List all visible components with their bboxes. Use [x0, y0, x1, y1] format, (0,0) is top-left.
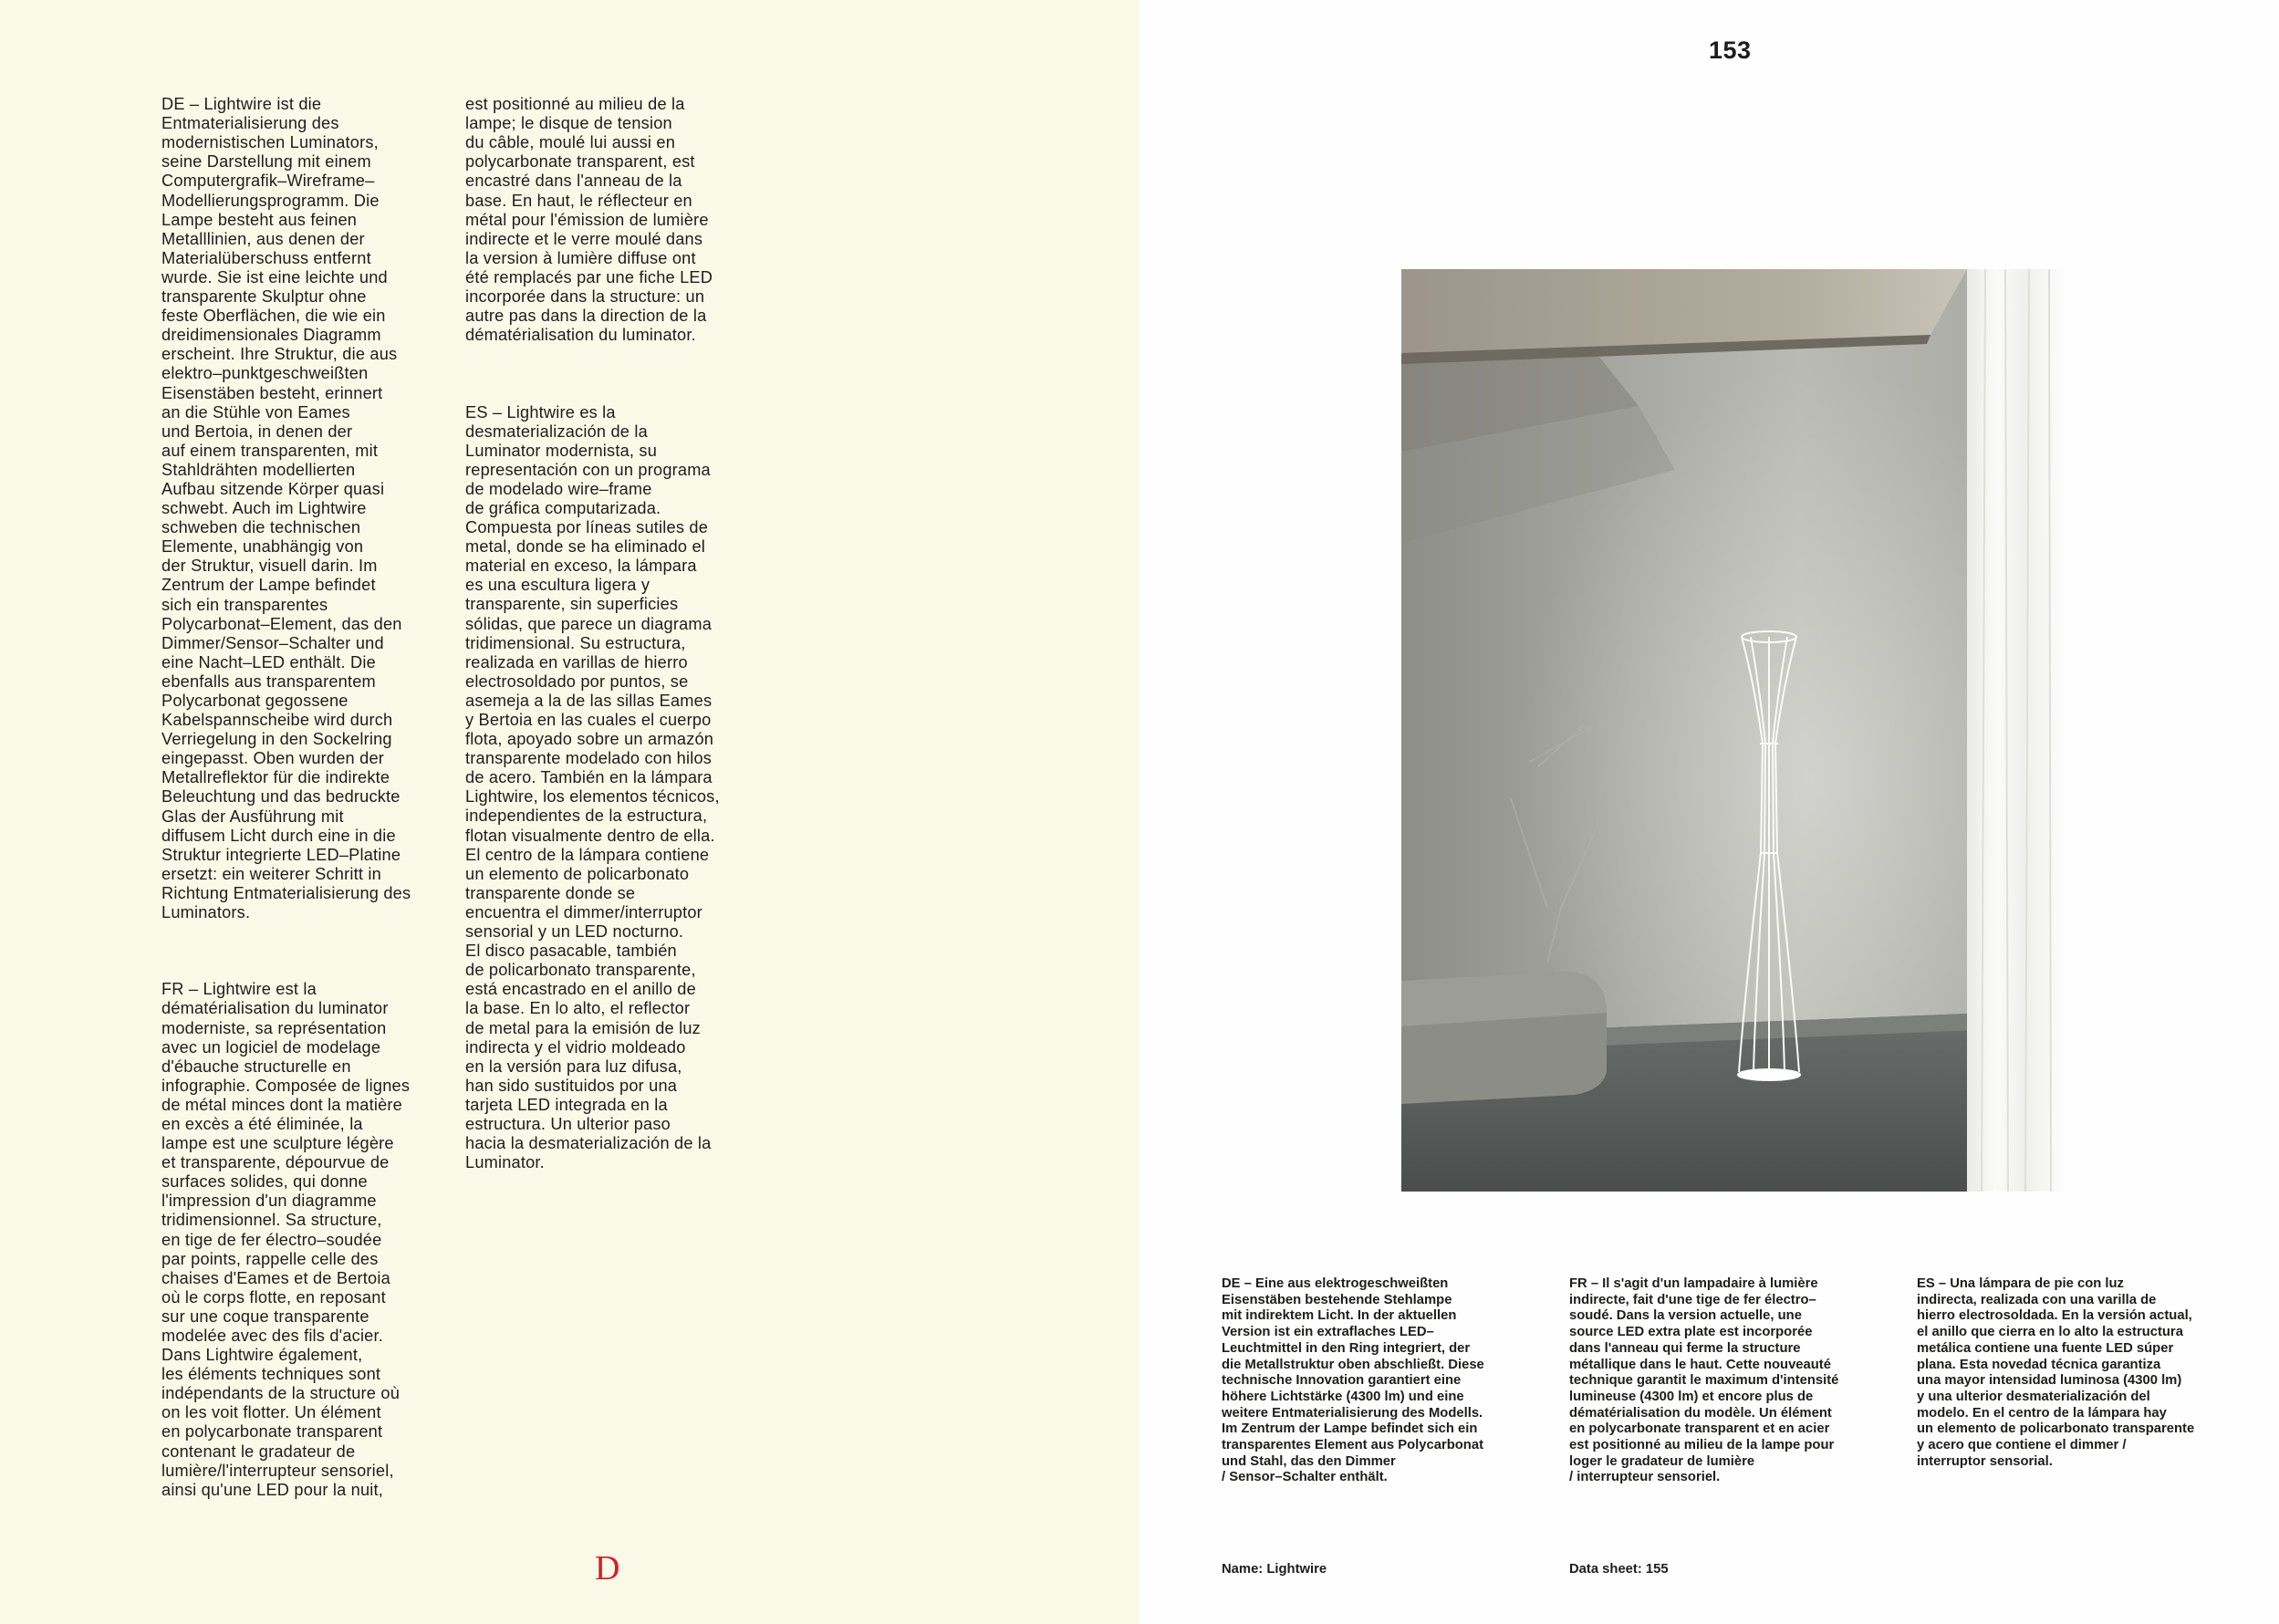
text-column-1 — [161, 76, 453, 1519]
caption-es: ES – Una lámpara de pie con luz indirecta, realizada con una varilla de hierro electrosoldada. En la versión actual, el anillo que cierra en lo alto la estructura metálica contiene una fuente LED súper plana. Esta novedad técnica garantiza una mayor intensidad luminosa (4300 lm) y una ulterior desmaterialización del modelo. En el centro de la lámpara hay un elemento de policarbonato transparente y acero que contiene el dimmer / interruptor sensorial. — [1917, 1276, 2195, 1469]
caption-fr: FR – Il s'agit d'un lampadaire à lumière indirecte, fait d'une tige de fer électro– soudé. Dans la version actuelle, une source LED extra plate est incorporée dans l'anneau qui ferme la structure métallique dans le haut. Cette nouveauté technique garantit le maximum d'intensité lumineuse (4300 lm) et encore plus de dématérialisation du modèle. Un élément en polycarbonate transparent et en acier est positionné au milieu de la lampe pour loger le gradateur de lumière / interrupteur sensoriel. — [1569, 1276, 1839, 1485]
page-number: 153 — [1709, 36, 1752, 64]
publisher-monogram: D — [595, 1549, 620, 1588]
product-name: Name: Lightwire — [1222, 1562, 1327, 1577]
text-column-2 — [465, 76, 766, 1192]
fr-paragraph: FR – Lightwire est la dématérialisation du luminator moderniste, sa représentation avec un logiciel de modelage d'ébauche structurelle en infographie. Composée de lignes de métal minces dont la matière en excès a été éliminée, la lampe est une sculpture légère et transparente, dépourvue de surfaces solides, qui donne l'impression d'un diagramme tridimensionnel. Sa structure, en tige de fer électro–soudée par points, rappelle celle des chaises d'Eames et de Bertoia où le corps flotte, en reposant sur une coque transparente modelée avec des fils d'acier. Dans Lightwire également, les éléments techniques sont indépendants de la structure où on les voit flotter. Un élément en polycarbonate transparent contenant le gradateur de lumière/l'interrupteur sensoriel, ainsi qu'une LED pour la nuit, — [161, 980, 411, 1499]
lightwire-lamp-photo — [1401, 269, 2064, 1192]
fr-paragraph-continued: est positionné au milieu de la lampe; le disque de tension du câble, moulé lui aussi en polycarbonate transparent, est encastré dans l'anneau de la base. En haut, le réflecteur en métal pour l'émission de lumière indirecte et le verre moulé dans la version à lumière diffuse ont été remplacés par une fiche LED incorporée dans la structure: un autre pas dans la direction de la dématérialisation du luminator. — [465, 95, 713, 345]
de-paragraph: DE – Lightwire ist die Entmaterialisierung des modernistischen Luminators, seine Darstellung mit einem Computergrafik–Wireframe– Modellierungsprogramm. Die Lampe besteht aus feinen Metalllinien, aus denen der Materialüberschuss entfernt wurde. Sie ist eine leichte und transparente Skulptur ohne feste Oberflächen, die wie ein dreidimensionales Diagramm erscheint. Ihre Struktur, die aus elektro–punktgeschweißten Eisenstäben besteht, erinnert an die Stühle von Eames und Bertoia, in denen der auf einem transparenten, mit Stahldrähten modellierten Aufbau sitzende Körper quasi schwebt. Auch im Lightwire schweben die technischen Elemente, unabhängig von der Struktur, visuell darin. Im Zentrum der Lampe befindet sich ein transparentes Polycarbonat–Element, das den Dimmer/Sensor–Schalter und eine Nacht–LED enthält. Die ebenfalls aus transparentem Polycarbonat gegossene Kabelspannscheibe wird durch Verriegelung in den Sockelring eingepasst. Oben wurden der Metallreflektor für die indirekte Beleuchtung und das bedruckte Glas der Ausführung mit diffusem Licht durch eine in die Struktur integrierte LED–Platine ersetzt: ein weiterer Schritt in Richtung Entmaterialisierung des Luminators. — [161, 95, 411, 922]
es-paragraph: ES – Lightwire es la desmaterialización de la Luminator modernista, su representación con un programa de modelado wire–frame de gráfica computarizada. Compuesta por líneas sutiles de metal, donde se ha eliminado el material en exceso, la lámpara es una escultura ligera y transparente, sin superficies sólidas, que parece un diagrama tridimensional. Su estructura, realizada en varillas de hierro electrosoldado por puntos, se asemeja a la de las sillas Eames y Bertoia en las cuales el cuerpo flota, apoyado sobre un armazón transparente modelado con hilos de acero. También en la lámpara Lightwire, los elementos técnicos, independientes de la estructura, flotan visualmente dentro de ella. El centro de la lámpara contiene un elemento de policarbonato transparente donde se encuentra el dimmer/interruptor sensorial y un LED nocturno. El disco pasacable, también de policarbonato transparente, está encastrado en el anillo de la base. En lo alto, el reflector de metal para la emisión de luz indirecta y el vidrio moldeado en la versión para luz difusa, han sido sustituidos por una tarjeta LED integrada en la estructura. Un ulterior paso hacia la desmaterialización de la Luminator. — [465, 402, 720, 1172]
data-sheet-reference: Data sheet: 155 — [1569, 1562, 1669, 1577]
caption-de: DE – Eine aus elektrogeschweißten Eisenstäben bestehende Stehlampe mit indirektem Licht. In der aktuellen Version ist ein extraflaches LED– Leuchtmittel in den Ring integriert, der die Metallstruktur oben abschließt. Diese technische Innovation garantiert eine höhere Lichtstärke (4300 lm) und eine weitere Entmaterialisierung des Modells. Im Zentrum der Lampe befindet sich ein transparentes Element aus Polycarbonat und Stahl, das den Dimmer / Sensor–Schalter enthält. — [1222, 1276, 1484, 1485]
